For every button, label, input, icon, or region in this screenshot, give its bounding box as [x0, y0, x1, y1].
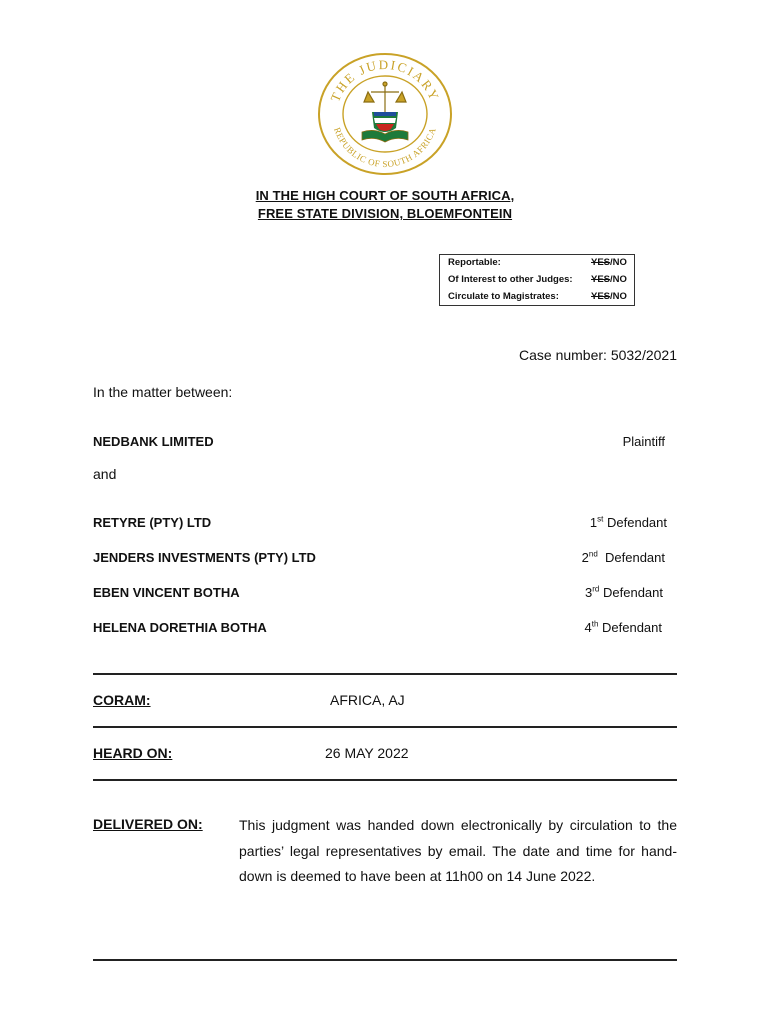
struck-yes: YES	[591, 291, 611, 302]
value-no: /NO	[610, 291, 627, 302]
defendant-4-name: HELENA DORETHIA BOTHA	[93, 620, 267, 635]
interest-value	[591, 274, 627, 285]
defendant-4-role	[584, 620, 662, 635]
coram-value: AFRICA, AJ	[330, 692, 405, 708]
defendant-1-role	[590, 515, 667, 530]
reportable-value	[591, 257, 627, 268]
delivered-label: DELIVERED ON:	[93, 816, 203, 832]
scales-icon	[364, 82, 406, 114]
plaintiff-role: Plaintiff	[622, 434, 665, 449]
struck-yes: YES	[591, 274, 611, 285]
judiciary-seal	[316, 52, 454, 176]
reportable-label: Reportable:	[448, 257, 501, 268]
value-no: /NO	[610, 257, 627, 268]
reportable-row	[448, 257, 628, 271]
interest-row	[448, 274, 628, 288]
role-label: Defendant	[603, 515, 667, 530]
interest-label: Of Interest to other Judges:	[448, 274, 573, 285]
book-icon	[362, 130, 408, 142]
divider	[93, 959, 677, 961]
divider	[93, 726, 677, 728]
ordinal-number: 3	[585, 585, 593, 600]
coram-label: CORAM:	[93, 692, 151, 708]
ordinal-number: 1	[589, 515, 598, 530]
plaintiff-name: NEDBANK LIMITED	[93, 434, 214, 449]
role-label: Defendant	[599, 585, 663, 600]
delivered-text: This judgment was handed down electronically by circulation to the parties’ legal representatives by email. The date and time for hand-down is deemed to have been at 11h00 on 14 June 2022.	[239, 817, 677, 884]
divider	[93, 673, 677, 675]
defendant-3-name: EBEN VINCENT BOTHA	[93, 585, 240, 600]
shield-icon	[372, 112, 398, 132]
defendant-3-role	[585, 585, 663, 600]
seal-ring-top-text: THE JUDICIARY	[327, 56, 443, 104]
defendant-1-name: RETYRE (PTY) LTD	[93, 515, 212, 530]
circulate-value	[591, 291, 627, 302]
ordinal-suffix: rd	[592, 584, 600, 594]
ordinal-suffix: st	[597, 514, 604, 524]
ordinal-number: 2	[581, 550, 589, 565]
ordinal-suffix: th	[591, 619, 599, 629]
circulate-label: Circulate to Magistrates:	[448, 291, 559, 302]
heard-label: HEARD ON:	[93, 745, 173, 761]
seal-ring-bottom-text: REPUBLIC OF SOUTH AFRICA	[332, 126, 438, 170]
matter-between: In the matter between:	[93, 384, 233, 400]
role-label: Defendant	[598, 620, 662, 635]
case-number: Case number: 5032/2021	[519, 347, 677, 363]
struck-yes: YES	[591, 257, 611, 268]
divider	[93, 779, 677, 781]
circulate-row	[448, 291, 628, 305]
court-title-line1: IN THE HIGH COURT OF SOUTH AFRICA,	[255, 188, 515, 203]
and-text: and	[93, 466, 117, 482]
court-title-line2: FREE STATE DIVISION, BLOEMFONTEIN	[257, 206, 513, 221]
reportable-box	[439, 254, 635, 306]
defendant-2-role	[582, 550, 665, 565]
ordinal-suffix: nd	[588, 549, 598, 559]
defendant-2-name: JENDERS INVESTMENTS (PTY) LTD	[93, 550, 316, 565]
heard-value: 26 MAY 2022	[325, 745, 409, 761]
role-label: Defendant	[597, 550, 665, 565]
ordinal-number: 4	[584, 620, 592, 635]
value-no: /NO	[610, 274, 627, 285]
